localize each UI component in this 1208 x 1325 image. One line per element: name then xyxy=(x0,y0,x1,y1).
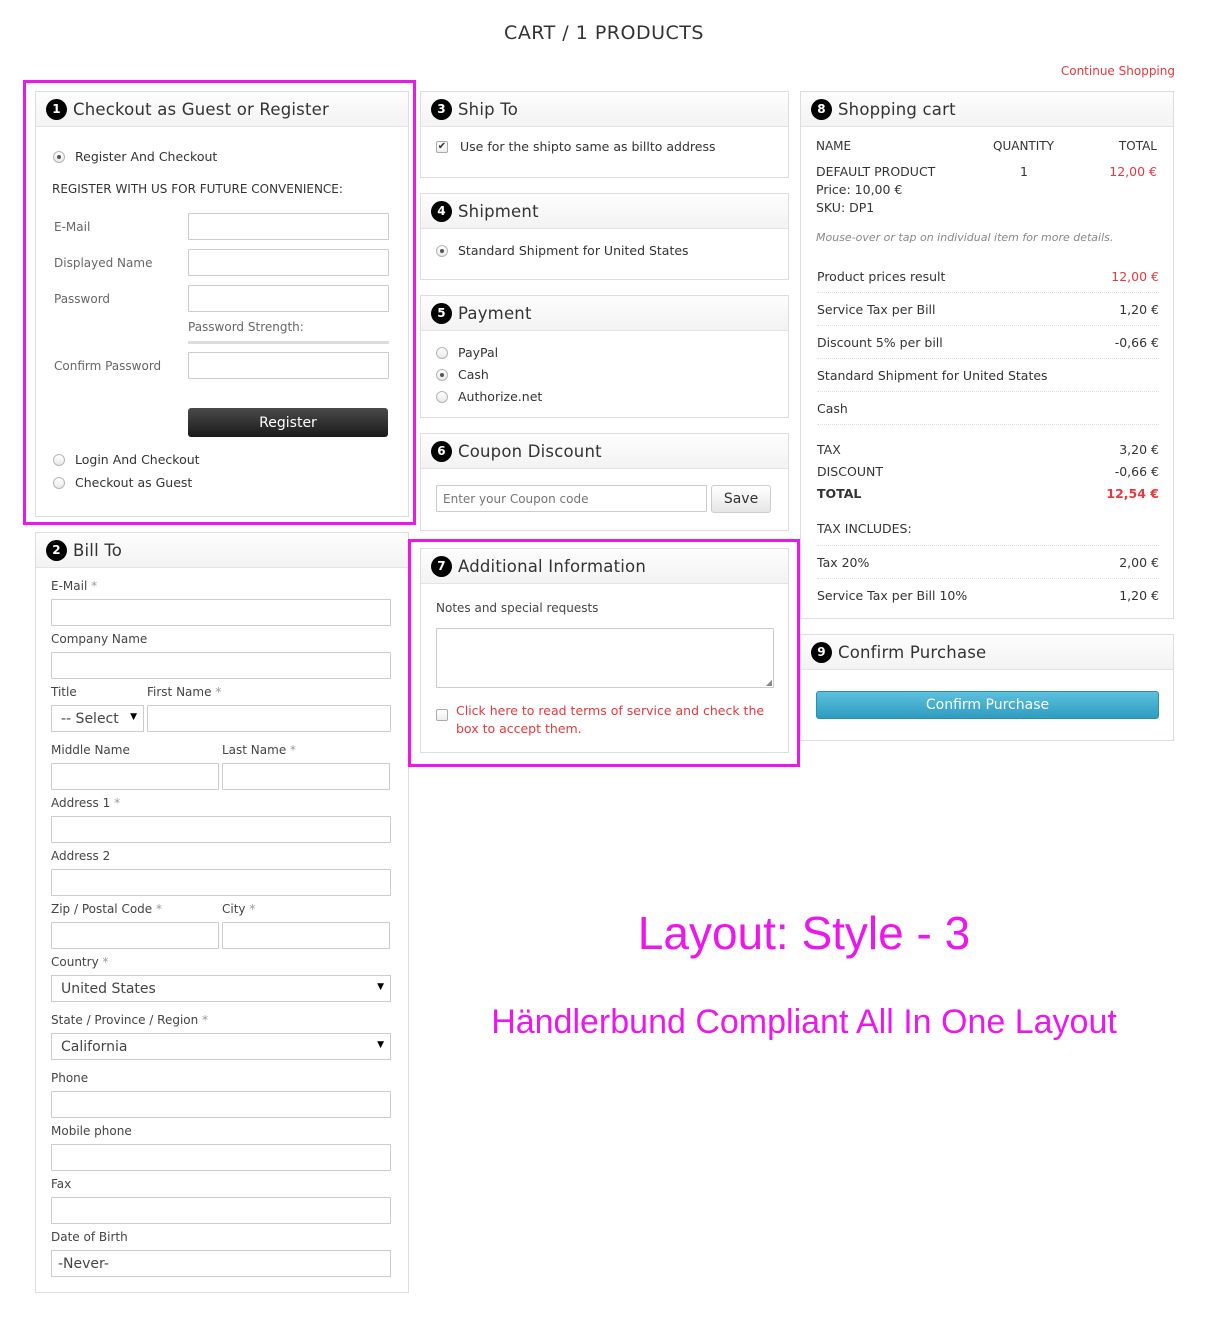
col-quantity-header: QUANTITY xyxy=(993,139,1054,153)
panel-header xyxy=(421,296,788,331)
paypal-radio[interactable] xyxy=(436,347,448,359)
panel-header xyxy=(36,533,408,568)
panel-title: Coupon Discount xyxy=(458,441,602,461)
chevron-down-icon: ▼ xyxy=(130,712,137,722)
mobile-label: Mobile phone xyxy=(51,1124,132,1138)
continue-shopping-link[interactable]: Continue Shopping xyxy=(1060,64,1175,78)
product-total: 12,00 € xyxy=(1109,164,1157,179)
tax-include-line: Service Tax per Bill 10% 1,20 € xyxy=(817,588,1159,603)
fax-label: Fax xyxy=(51,1177,72,1191)
password-label: Password xyxy=(54,292,111,306)
tax-include-line: Tax 20% 2,00 € xyxy=(817,546,1159,579)
resize-handle-icon[interactable]: ◢ xyxy=(765,678,772,687)
fax-input[interactable] xyxy=(51,1197,391,1224)
confirm-purchase-panel xyxy=(800,634,1174,741)
panel-header xyxy=(421,92,788,127)
step-number: 9 xyxy=(811,642,832,663)
chevron-down-icon: ▼ xyxy=(377,982,384,992)
col-total-header: TOTAL xyxy=(1118,139,1157,153)
email-label: E-Mail xyxy=(54,220,91,234)
middle-name-input[interactable] xyxy=(51,763,219,790)
tax-line: TAX 3,20 € xyxy=(817,442,1159,457)
step-number: 3 xyxy=(431,99,452,120)
confirm-purchase-button[interactable]: Confirm Purchase xyxy=(816,691,1159,719)
summary-line: Product prices result 12,00 € xyxy=(817,260,1159,293)
address1-label: Address 1 * xyxy=(51,796,121,810)
title-select[interactable]: -- Select ▼ xyxy=(51,705,144,732)
payment-option-label: PayPal xyxy=(458,345,499,360)
confirm-password-label: Confirm Password xyxy=(54,359,162,373)
page-title: CART / 1 PRODUCTS xyxy=(504,22,704,44)
state-select[interactable]: California ▼ xyxy=(51,1033,391,1060)
highlight-frame-step1 xyxy=(23,80,416,525)
country-label: Country * xyxy=(51,955,109,969)
step-number: 4 xyxy=(431,201,452,222)
login-option-label: Login And Checkout xyxy=(75,452,200,467)
panel-title: Checkout as Guest or Register xyxy=(73,99,329,119)
shopping-cart-panel xyxy=(800,91,1174,619)
bill-to-panel xyxy=(35,532,409,1293)
chevron-down-icon: ▼ xyxy=(377,1040,384,1050)
notes-label: Notes and special requests xyxy=(436,601,599,615)
shipment-panel xyxy=(420,193,789,280)
summary-line: Standard Shipment for United States xyxy=(817,359,1159,392)
panel-title: Ship To xyxy=(458,99,519,119)
title-label: Title xyxy=(51,685,77,699)
step-number: 2 xyxy=(46,540,67,561)
layout-style-caption: Layout: Style - 3 xyxy=(637,907,971,959)
step-number: 6 xyxy=(431,441,452,462)
country-select[interactable]: United States ▼ xyxy=(51,975,391,1002)
first-name-input[interactable] xyxy=(147,705,391,732)
highlight-frame-step7 xyxy=(408,539,800,767)
panel-title: Payment xyxy=(458,303,532,323)
billto-email-input[interactable] xyxy=(51,599,391,626)
authorize-radio[interactable] xyxy=(436,391,448,403)
summary-line: Cash xyxy=(817,392,1159,425)
summary-line: Service Tax per Bill 1,20 € xyxy=(817,293,1159,326)
company-label: Company Name xyxy=(51,632,148,646)
payment-option-label: Authorize.net xyxy=(458,389,543,404)
same-address-checkbox[interactable]: ✔ xyxy=(437,140,447,152)
step-number: 1 xyxy=(46,99,67,120)
panel-title: Shopping cart xyxy=(838,99,956,119)
phone-input[interactable] xyxy=(51,1091,391,1118)
panel-header xyxy=(421,194,788,229)
total-line: TOTAL 12,54 € xyxy=(817,486,1159,501)
ship-to-panel xyxy=(420,91,789,178)
address1-input[interactable] xyxy=(51,816,391,843)
phone-label: Phone xyxy=(51,1071,89,1085)
product-price: Price: 10,00 € xyxy=(816,182,903,197)
dob-label: Date of Birth xyxy=(51,1230,128,1244)
payment-panel xyxy=(420,295,789,418)
city-label: City * xyxy=(222,902,256,916)
register-button[interactable]: Register xyxy=(188,408,388,437)
city-input[interactable] xyxy=(222,922,390,949)
step-number: 5 xyxy=(431,303,452,324)
password-strength-label: Password Strength: xyxy=(188,320,304,334)
address2-label: Address 2 xyxy=(51,849,111,863)
product-quantity: 1 xyxy=(1020,164,1028,179)
coupon-save-button[interactable]: Save xyxy=(711,485,771,513)
panel-title: Confirm Purchase xyxy=(838,642,987,662)
cash-radio[interactable] xyxy=(436,369,448,381)
step-number: 7 xyxy=(431,556,452,577)
company-input[interactable] xyxy=(51,652,391,679)
terms-link[interactable]: Click here to read terms of service and check the box to accept them. xyxy=(456,703,765,736)
shipment-radio[interactable] xyxy=(436,245,448,257)
step-number: 8 xyxy=(811,99,832,120)
product-sku: SKU: DP1 xyxy=(816,200,875,215)
compliance-caption: Händlerbund Compliant All In One Layout xyxy=(491,1003,1117,1041)
panel-header xyxy=(801,92,1173,127)
shipment-option-label: Standard Shipment for United States xyxy=(458,243,689,258)
displayed-name-label: Displayed Name xyxy=(54,256,153,270)
discount-line: DISCOUNT -0,66 € xyxy=(817,464,1159,479)
panel-header xyxy=(801,635,1173,670)
tax-includes-heading: TAX INCLUDES: xyxy=(817,512,1159,546)
first-name-label: First Name * xyxy=(147,685,222,699)
middle-name-label: Middle Name xyxy=(51,743,130,757)
guest-option-label: Checkout as Guest xyxy=(75,475,193,490)
mobile-input[interactable] xyxy=(51,1144,391,1171)
address2-input[interactable] xyxy=(51,869,391,896)
billto-email-label: E-Mail * xyxy=(51,579,98,593)
zip-label: Zip / Postal Code * xyxy=(51,902,163,916)
last-name-input[interactable] xyxy=(222,763,390,790)
col-name-header: NAME xyxy=(816,139,852,153)
cart-hint: Mouse-over or tap on individual item for more details. xyxy=(816,231,1114,244)
payment-option-label: Cash xyxy=(458,367,489,382)
register-note: REGISTER WITH US FOR FUTURE CONVENIENCE: xyxy=(52,182,343,196)
last-name-label: Last Name * xyxy=(222,743,297,757)
panel-title: Shipment xyxy=(458,201,539,221)
coupon-input[interactable] xyxy=(436,485,707,512)
summary-line: Discount 5% per bill -0,66 € xyxy=(817,326,1159,359)
coupon-panel xyxy=(420,433,789,531)
dob-input[interactable]: -Never- xyxy=(51,1250,391,1277)
panel-title: Bill To xyxy=(73,540,123,560)
panel-header xyxy=(421,434,788,469)
register-option-label: Register And Checkout xyxy=(75,149,218,164)
state-label: State / Province / Region * xyxy=(51,1013,209,1027)
same-address-label: Use for the shipto same as billto address xyxy=(460,139,716,154)
zip-input[interactable] xyxy=(51,922,219,949)
panel-title: Additional Information xyxy=(458,556,646,576)
product-name[interactable]: DEFAULT PRODUCT xyxy=(816,164,936,179)
